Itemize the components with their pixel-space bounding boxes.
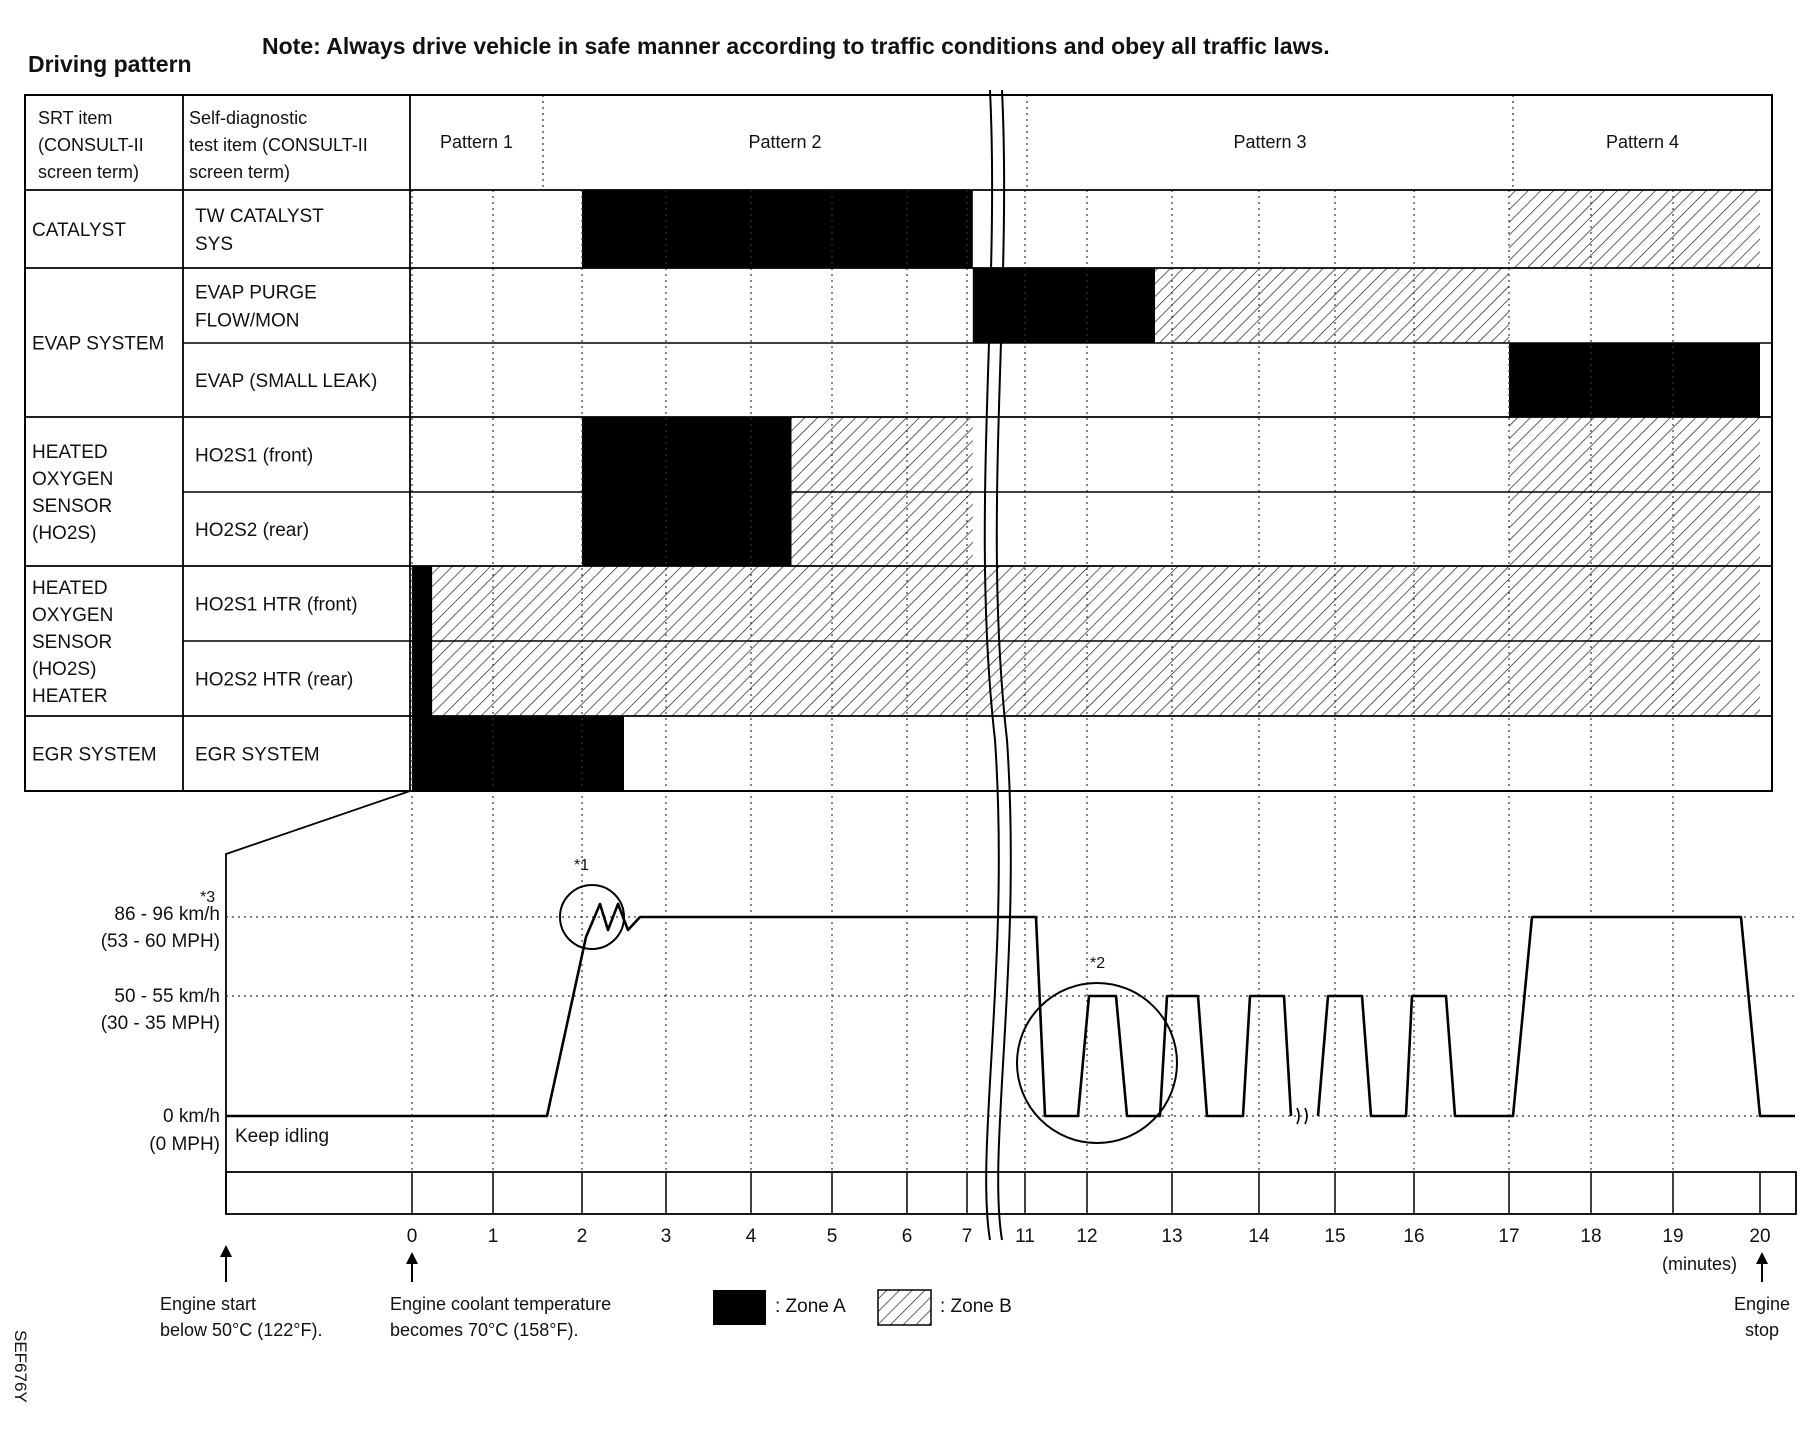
marker-3: *3 xyxy=(200,889,216,906)
speed-label: (53 - 60 MPH) xyxy=(100,931,220,952)
zone-a-label: : Zone A xyxy=(775,1296,846,1317)
srt-item-label: HEATED xyxy=(32,442,108,463)
time-tick-label: 12 xyxy=(1076,1226,1098,1247)
speed-label: 50 - 55 km/h xyxy=(114,986,220,1007)
time-tick-label: 1 xyxy=(487,1226,499,1247)
zone-a-bar xyxy=(973,268,1155,343)
zone-b-swatch xyxy=(878,1290,931,1325)
time-tick-label: 5 xyxy=(826,1226,838,1247)
page-title: Driving pattern xyxy=(28,51,192,77)
zone-a-bar xyxy=(582,492,792,566)
diag-header-label: Self-diagnostic xyxy=(189,108,308,128)
arrow-head xyxy=(406,1252,418,1264)
time-tick-label: 13 xyxy=(1161,1226,1183,1247)
srt-item-label: (HO2S) xyxy=(32,523,97,544)
zone-b-bar xyxy=(792,492,973,566)
srt-item-label: HEATED xyxy=(32,578,108,599)
srt-header-label: SRT item xyxy=(38,108,113,128)
time-tick-label: 2 xyxy=(576,1226,588,1247)
coolant-note: Engine coolant temperature xyxy=(390,1294,612,1314)
test-item-label: HO2S2 (rear) xyxy=(195,520,310,541)
test-item-label: EVAP (SMALL LEAK) xyxy=(195,371,378,392)
srt-item-label: EGR SYSTEM xyxy=(32,744,157,766)
time-tick-label: 15 xyxy=(1324,1226,1346,1247)
zone-a-bar xyxy=(1509,343,1760,417)
time-tick-label: 6 xyxy=(901,1226,913,1247)
diag-header-label: test item (CONSULT-II xyxy=(189,135,368,155)
speed-trace xyxy=(1318,917,1795,1116)
diag-header-label: screen term) xyxy=(189,162,291,182)
zone-a-swatch xyxy=(713,1290,766,1325)
test-item-label: HO2S1 HTR (front) xyxy=(195,594,358,616)
time-tick-label: 7 xyxy=(961,1226,973,1247)
speed-label: (0 MPH) xyxy=(149,1134,220,1155)
test-item-label: HO2S1 (front) xyxy=(195,445,314,467)
srt-item-label: (HO2S) xyxy=(32,659,97,680)
srt-item-label: OXYGEN xyxy=(32,469,114,490)
speed-label: (30 - 35 MPH) xyxy=(100,1013,220,1034)
pattern-header-2: Pattern 2 xyxy=(748,132,822,152)
zone-a-bar xyxy=(412,641,432,716)
srt-header-label: screen term) xyxy=(38,162,140,182)
zone-b-bar xyxy=(432,566,1760,641)
time-tick-label: 0 xyxy=(406,1226,418,1247)
time-tick-label: 16 xyxy=(1403,1226,1425,1247)
time-axis xyxy=(226,1172,1796,1214)
pattern-header-3: Pattern 3 xyxy=(1233,132,1307,152)
pattern-header-1: Pattern 1 xyxy=(439,132,514,152)
test-item-label: EGR SYSTEM xyxy=(195,744,320,766)
speed-trace xyxy=(226,904,1291,1116)
srt-table xyxy=(25,95,1772,1172)
engine-stop-note: Engine xyxy=(1733,1294,1791,1314)
zone-a-bar xyxy=(582,417,792,492)
zone-legend xyxy=(713,1290,1012,1325)
time-tick-label: 11 xyxy=(1015,1226,1035,1247)
zone-a-bar xyxy=(582,190,973,268)
test-item-label: HO2S2 HTR (rear) xyxy=(195,669,354,691)
coolant-note: becomes 70°C (158°F). xyxy=(390,1320,579,1340)
srt-item-label: SENSOR xyxy=(32,496,113,517)
srt-header-label: (CONSULT-II xyxy=(38,135,144,155)
time-tick-label: 17 xyxy=(1498,1226,1520,1247)
zone-b-bar xyxy=(1509,417,1760,492)
zone-a-bar xyxy=(412,566,432,641)
zone-b-bar xyxy=(1155,268,1509,343)
marker-2-circle xyxy=(1017,983,1177,1143)
arrow-head xyxy=(220,1245,232,1257)
test-item-label: TW CATALYST xyxy=(195,206,324,227)
speed-label: 86 - 96 km/h xyxy=(114,904,220,925)
time-tick-label: 18 xyxy=(1580,1226,1602,1247)
keep-idling-label: Keep idling xyxy=(235,1126,330,1147)
time-tick-label: 3 xyxy=(660,1226,672,1247)
chart-frame-line xyxy=(226,791,410,1214)
test-item-label: SYS xyxy=(195,234,234,255)
time-tick-label: 20 xyxy=(1749,1226,1771,1247)
time-tick-label: 19 xyxy=(1662,1226,1684,1247)
srt-item-label: HEATER xyxy=(32,686,108,707)
zone-b-bar xyxy=(432,641,1760,716)
srt-item-label: EVAP SYSTEM xyxy=(32,333,165,355)
engine-start-note: Engine start xyxy=(160,1294,257,1314)
srt-item-label: SENSOR xyxy=(32,632,113,653)
srt-item-label: OXYGEN xyxy=(32,605,114,626)
safety-note: Note: Always drive vehicle in safe manner according to traffic conditions and obey all traffic laws. xyxy=(262,33,1330,59)
zone-a-bar xyxy=(412,716,624,791)
speed-label: 0 km/h xyxy=(162,1106,220,1127)
engine-stop-note: stop xyxy=(1744,1320,1780,1340)
zone-b-bar xyxy=(792,417,973,492)
zone-b-label: : Zone B xyxy=(940,1296,1012,1317)
srt-item-label: CATALYST xyxy=(32,220,126,241)
time-tick-label: 14 xyxy=(1248,1226,1270,1247)
figure-code: SEF676Y xyxy=(11,1330,30,1403)
test-item-label: FLOW/MON xyxy=(195,310,300,332)
zone-b-bar xyxy=(1509,190,1760,268)
arrow-head xyxy=(1756,1252,1768,1264)
minutes-label: (minutes) xyxy=(1661,1254,1737,1274)
engine-start-note: below 50°C (122°F). xyxy=(160,1320,323,1340)
time-tick-label: 4 xyxy=(745,1226,757,1247)
marker-2: *2 xyxy=(1090,955,1106,972)
zone-b-bar xyxy=(1509,492,1760,566)
marker-1: *1 xyxy=(574,857,590,874)
pattern-header-4: Pattern 4 xyxy=(1605,132,1680,152)
test-item-label: EVAP PURGE xyxy=(195,282,317,304)
